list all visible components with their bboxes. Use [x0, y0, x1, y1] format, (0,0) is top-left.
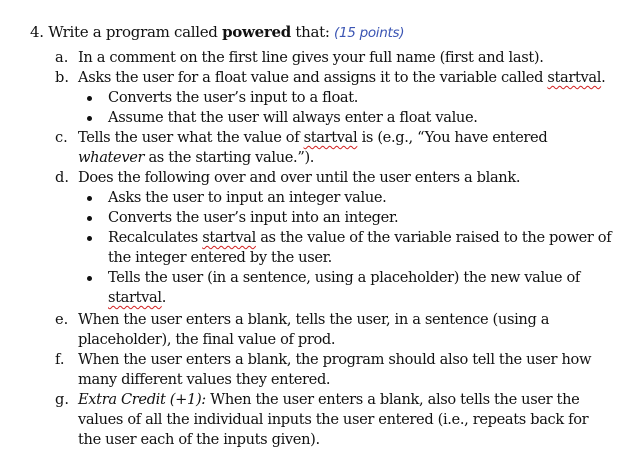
bullet-icon: [87, 116, 92, 121]
startval-variable: startval: [202, 229, 256, 246]
item-g-text-line3: the user each of the inputs given).: [78, 431, 320, 448]
startval-variable: startval: [108, 289, 162, 306]
item-c-text-post: is (e.g., “You have entered: [357, 129, 548, 146]
item-d-bullet-1: Asks the user to input an integer value.: [108, 189, 387, 206]
bullet-icon: [87, 276, 92, 281]
question-prefix: Write a program called: [48, 23, 223, 41]
item-d-bullet-3-line2: the integer entered by the user.: [108, 249, 332, 266]
item-e-text-line1: When the user enters a blank, tells the user, in a sentence (using a: [78, 311, 550, 328]
bullet-icon: [87, 196, 92, 201]
question-number: 4.: [30, 23, 44, 41]
question-suffix: that:: [290, 23, 335, 41]
item-b-text-pre: Asks the user for a float value and assigns it to the variable called: [78, 69, 548, 86]
item-d-bullet-3-pre: Recalculates: [108, 229, 203, 246]
item-g-text-line2: values of all the individual inputs the user entered (i.e., repeats back for: [78, 411, 589, 428]
item-d-bullet-4-line1: Tells the user (in a sentence, using a placeholder) the new value of: [108, 269, 580, 286]
item-b-text-post: .: [601, 69, 606, 86]
extra-credit-label: Extra Credit (+1):: [78, 391, 206, 408]
item-c-text-pre: Tells the user what the value of: [78, 129, 304, 146]
startval-variable: startval: [303, 129, 358, 146]
item-b-text: [78, 68, 605, 88]
item-c-marker: c.: [55, 129, 68, 146]
item-g-text-line1-post: When the user enters a blank, also tells the user the: [205, 391, 580, 408]
item-f-marker: f.: [55, 351, 65, 368]
whatever-italic: whatever: [78, 149, 145, 166]
bullet-icon: [87, 236, 92, 241]
question-title: [30, 22, 404, 43]
item-a-marker: a.: [55, 49, 69, 66]
item-d-bullet-2: Converts the user’s input into an integer.: [108, 209, 399, 226]
bullet-icon: [87, 216, 92, 221]
item-d-bullet-3-post: as the value of the variable raised to the power of: [255, 229, 612, 246]
item-d-bullet-4-line2: [108, 288, 166, 308]
item-d-text: Does the following over and over until the user enters a blank.: [78, 169, 521, 186]
item-d-marker: d.: [55, 169, 69, 186]
item-e-marker: e.: [55, 311, 69, 328]
item-a-text: In a comment on the first line gives your full name (first and last).: [78, 49, 544, 66]
item-c-text-line2: [78, 148, 314, 168]
item-b-marker: b.: [55, 69, 69, 86]
item-d-bullet-3-line1: [108, 228, 611, 248]
item-b-bullet-1: Converts the user’s input to a float.: [108, 89, 359, 106]
program-name: powered: [222, 23, 291, 41]
startval-variable: startval: [547, 69, 602, 86]
item-g-text-line1: [78, 390, 579, 410]
item-c-text-line1: [78, 128, 547, 148]
item-g-marker: g.: [55, 391, 69, 408]
item-e-text-line2: placeholder), the final value of prod.: [78, 331, 336, 348]
item-f-text-line2: many different values they entered.: [78, 371, 331, 388]
item-c-text-line2-post: as the starting value.”).: [144, 149, 315, 166]
item-b-bullet-2: Assume that the user will always enter a float value.: [108, 109, 478, 126]
item-f-text-line1: When the user enters a blank, the program should also tell the user how: [78, 351, 592, 368]
bullet-icon: [87, 96, 92, 101]
points-label: (15 points): [334, 25, 405, 41]
item-d-bullet-4-post: .: [161, 289, 167, 306]
